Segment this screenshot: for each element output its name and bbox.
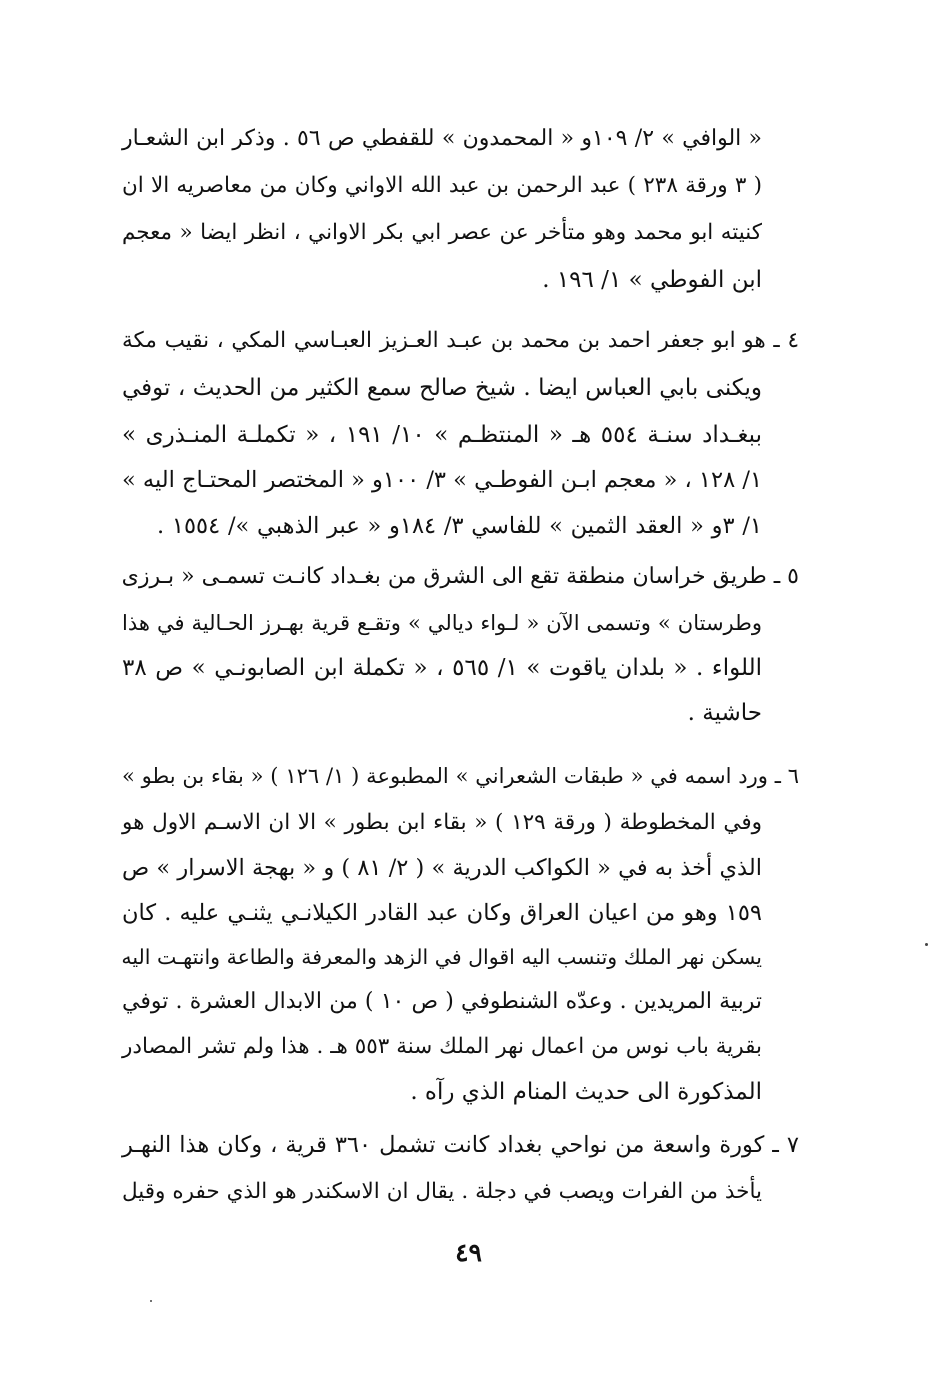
footnote-line: « الوافي » ٢/ ١٠٩و « المحمدون » للقفطي ص ٥٦ . وذكر ابن الشعـار: [122, 126, 763, 151]
footnote-line: المذكورة الى حديث المنام الذي رآه .: [410, 1079, 762, 1105]
footnote-line: ٧ ـ كورة واسعة من نواحي بغداد كانت تشمل ٣٦٠ قرية ، وكان هذا النهـر: [122, 1132, 799, 1158]
scan-speck: [150, 1300, 152, 1302]
footnote-line: ببغـداد سنـة ٥٥٤ هـ « المنتظـم » ١٠/ ١٩١ ، « تكملـة المنـذرى »: [122, 422, 762, 448]
footnote-line: ١/ ٣و « العقد الثمين » للفاسي ٣/ ١٨٤و « عبر الذهبي »/ ١٥٥٤ .: [157, 513, 763, 539]
footnote-line: ٤ ـ هو ابو جعفر احمد بن محمد بن عبـد العـزيز العبـاسي المكي ، نقيب مكة: [122, 328, 799, 353]
page-number: ٤٩: [455, 1238, 482, 1267]
footnote-line: تربية المريدين . وعدّه الشنطوفي ( ص ١٠ ) من الابدال العشرة . توفي: [122, 989, 762, 1014]
footnote-line: ٥ ـ طريق خراسان منطقة تقع الى الشرق من بغـداد كانـت تسمـى « بـرزى: [121, 564, 799, 589]
footnote-line: اللواء . « بلدان ياقوت » ١/ ٥٦٥ ، « تكملة ابن الصابونـي » ص ٣٨: [122, 655, 763, 681]
footnote-line: ١/ ١٢٨ ، « معجم ابـن الفوطـي » ٣/ ١٠٠و « المختصر المحتـاج اليه »: [122, 467, 763, 493]
footnote-line: بقرية باب نوس من اعمال نهر الملك سنة ٥٥٣ هـ . هذا ولم تشر المصادر: [122, 1034, 762, 1059]
footnote-line: ( ٣ ورقة ٢٣٨ ) عبد الرحمن بن عبد الله الاواني وكان من معاصريه الا ان: [122, 173, 762, 198]
footnote-line: ٦ ـ ورد اسمه في « طبقات الشعراني » المطبوعة ( ١/ ١٢٦ ) « بقاء بن بطو »: [122, 764, 799, 788]
footnote-line: وطرستان » وتسمى الآن « لـواء ديالي » وتقـع قرية بهـرز الحـالية في هذا: [122, 611, 762, 635]
footnote-line: يسكن نهر الملك وتنسب اليه اقوال في الزهد والمعرفة والطاعة وانتهـت اليه: [121, 945, 762, 969]
footnote-line: ١٥٩ وهو من اعيان العراق وكان عبد القادر الكيلانـي يثنـي عليه . كان: [122, 900, 762, 926]
footnote-line: ويكنى بابي العباس ايضا . شيخ صالح سمع الكثير من الحديث ، توفي: [122, 375, 762, 401]
footnote-line: يأخذ من الفرات ويصب في دجلة . يقال ان الاسكندر هو الذي حفره وقيل: [122, 1179, 762, 1204]
footnote-line: حاشية .: [687, 700, 762, 726]
footnote-line: وفي المخطوطة ( ورقة ١٢٩ ) « بقاء ابن بطور » الا ان الاسـم الاول هو: [122, 810, 762, 835]
scan-speck: [925, 943, 928, 946]
footnote-line: ابن الفوطي » ١/ ١٩٦ .: [542, 267, 762, 293]
footnote-line: كنيته ابو محمد وهو متأخر عن عصر ابي بكر الاواني ، انظر ايضا « معجم: [122, 220, 762, 245]
footnote-line: الذي أخذ به في « الكواكب الدرية » ( ٢/ ٨١ ) و « بهجة الاسرار » ص: [122, 855, 762, 881]
